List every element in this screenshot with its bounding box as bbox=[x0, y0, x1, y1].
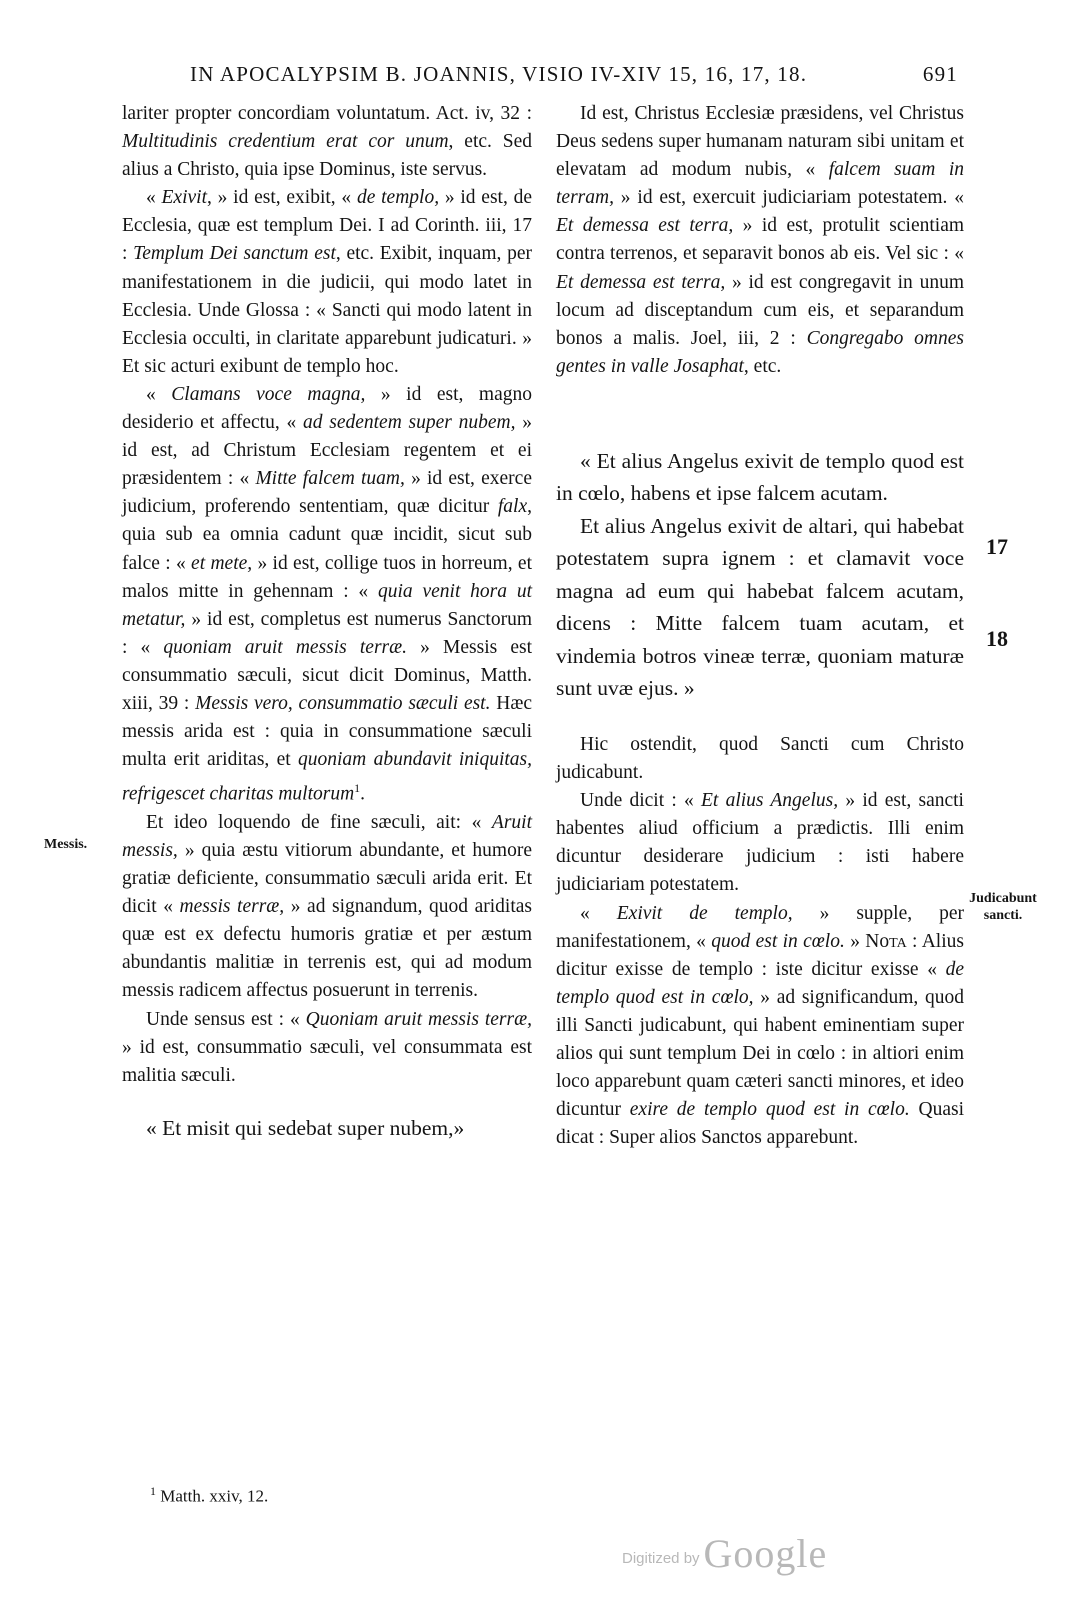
footnote-ref[interactable]: 1 bbox=[354, 781, 361, 796]
footnote bbox=[150, 1484, 268, 1507]
verse-18-text: Et alius Angelus exivit de altari, qui habebat potestatem supra ignem : et clamavit voce magna ad eum qui habebat falcem acutam, dicens : Mitte falcem tuam acutam, et vindemia botros vineæ terræ, quoniam maturæ sunt uvæ ejus. » bbox=[556, 513, 964, 701]
right-paragraph-2: Hic ostendit, quod Sancti cum Christo judicabunt. bbox=[556, 733, 964, 784]
right-paragraph-1: Id est, Christus Ecclesiæ præsidens, vel Christus Deus sedens super humanam naturam sibi unitam et elevatam ad modum nubis, « falcem suam in terram, » id est, exercuit judiciariam potestatem. « Et demessa est terra, » id est, protulit scientiam contra terrenos, et separavit bonos ab eis. Vel sic : « Et demessa est terra, » id est congregavit in unum locum ad disceptandum cum eis, et separandum bonos a malis. Joel, iii, 2 : Congregabo omnes gentes in valle Josaphat, etc. bbox=[556, 103, 965, 377]
margin-note-messis: Messis. bbox=[44, 837, 88, 852]
running-title: IN APOCALYPSIM B. JOANNIS, VISIO IV-XIV 15, 16, 17, 18. bbox=[190, 62, 808, 86]
watermark-prefix: Digitized by bbox=[622, 1550, 700, 1567]
left-paragraph-1: lariter propter concordiam voluntatum. Act. iv, 32 : Multitudinis credentium erat cor unum, etc. Sed alius a Christo, quia ipse Dominus, iste servus. bbox=[122, 103, 533, 181]
google-logo: Google bbox=[703, 1531, 828, 1576]
left-paragraph-3: « Clamans voce magna, » id est, magno desiderio et affectu, « ad sedentem super nubem, » id est, ad Christum Ecclesiam regentem et ei præsidentem : « Mitte falcem tuam, » id est, exerce judicium, proferendo sententiam, quæ dicitur falx, quia sub ea omnia cadunt quæ incidit, sicut sub falce : « et mete, » id est, collige tuos in horreum, et malos mitte in gehennam : « quia venit hora ut metatur, » id est, completus est numerus Sanctorum : « quoniam aruit messis terræ. » Messis est consummatio sæculi, sicut dicit Dominus, Matth. xiii, 39 : Messis vero, consummatio sæculi est. Hæc messis arida est : quia in consummatione sæculi multa erit ariditas, et quoniam abundavit iniquitas, refrigescet charitas multorum$^1$. bbox=[122, 383, 533, 805]
footnote-marker: 1 bbox=[150, 1484, 156, 1498]
verse-17-text: « Et alius Angelus exivit de templo quod est in cœlo, habens et ipse falcem acutam. bbox=[556, 448, 964, 506]
footnote-text: Matth. xxiv, 12. bbox=[156, 1486, 269, 1506]
running-header bbox=[190, 62, 980, 87]
right-paragraph-3: Unde dicit : « Et alius Angelus, » id est, sancti habentes aliud officium a prædictis. Illi enim dicuntur desiderare judicium : isti habere judiciariam potestatem. bbox=[556, 790, 964, 896]
left-paragraph-5: Unde sensus est : « Quoniam aruit messis terræ, » id est, consummatio sæculi, vel consummata est malitia sæculi. bbox=[122, 1008, 532, 1086]
google-watermark bbox=[622, 1530, 827, 1577]
right-paragraph-4: « Exivit de templo, » supple, per manifestationem, « quod est in cœlo. » Nota : Alius dicitur exisse de templo : iste dicitur exisse « de templo quod est in cœlo, » ad significandum, quod illi Sancti judicabunt, qui habent eminentiam super alios qui sunt templum Dei in cœlo : in altiori enim loco apparebunt quam cæteri sancti minores, et ideo dicuntur exire de templo quod est in cœlo. Quasi dicat : Super alios Sanctos apparebunt. bbox=[556, 902, 965, 1149]
left-quote-verse: « Et misit qui sedebat super nubem,» bbox=[146, 1115, 465, 1140]
left-paragraph-2: « Exivit, » id est, exibit, « de templo, » id est, de Ecclesia, quæ est templum Dei. I ad Corinth. iii, 17 : Templum Dei sanctum est, etc. Exibit, inquam, per manifestationem in die judicii, qui modo latet in Ecclesia. Unde Glossa : « Sancti qui modo latent in Ecclesia occulti, in claritate apparebunt judicaturi. » Et sic acturi exibunt de templo hoc. bbox=[122, 187, 532, 377]
page-number: 691 bbox=[922, 62, 958, 86]
left-paragraph-4: Et ideo loquendo de fine sæculi, ait: « Aruit messis, » quia æstu vitiorum abundante, et humore gratiæ deficiente, consummatio sæculi arida erit. Et dicit « messis terræ, » ad signandum, quod ariditas quæ est ex defectu humoris gratiæ et per æstum abundantis malitiæ in terrenis est, qui ad modum messis radicem affectus posuerunt in terrenis. bbox=[122, 811, 532, 1002]
left-column bbox=[122, 100, 532, 1144]
margin-note-judicabunt: Judicabunt sancti. bbox=[969, 891, 1037, 923]
right-column bbox=[556, 100, 964, 1152]
verse-number-18: 18 bbox=[986, 626, 1008, 651]
verse-number-17: 17 bbox=[986, 534, 1008, 559]
